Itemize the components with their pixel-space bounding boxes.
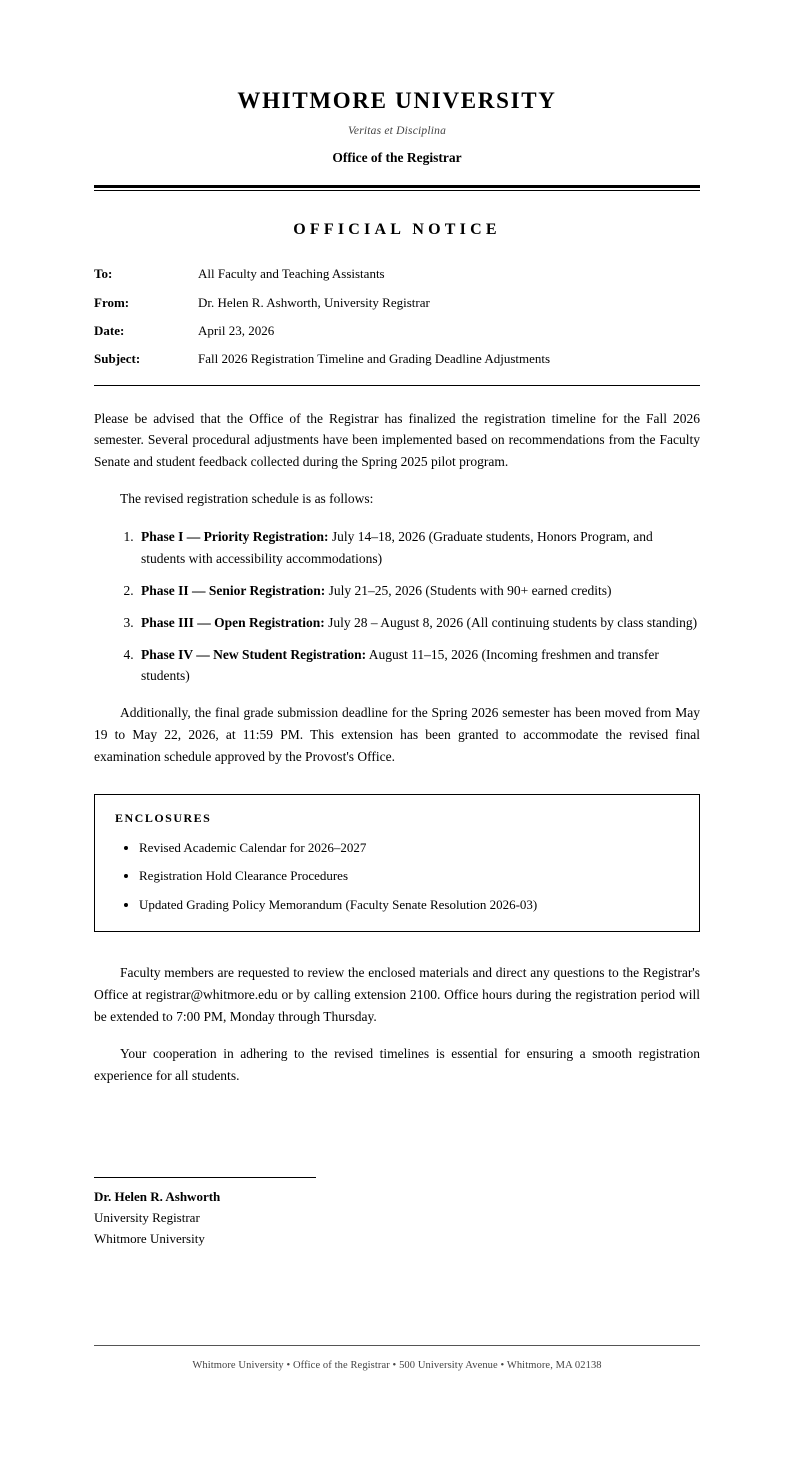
signatory-organization: Whitmore University [94,1230,205,1246]
signature-block [94,1177,700,1249]
phase-name: Phase I — Priority Registration: [141,529,329,545]
grading-deadline-paragraph: Additionally, the final grade submission deadline for the Spring 2026 semester has been moved from May 19 to May 22, 2026, at 11:59 PM. This extension has been granted to accommodate the revised final examination schedule approved by the Provost's Office. [94,705,700,764]
list-item: • Updated Grading Policy Memorandum (Faculty Senate Resolution 2026-03) [139,895,679,915]
memo-value-date: April 23, 2026 [198,323,275,339]
phase-detail: August 11–15, 2026 (Incoming freshmen and transfer students) [141,646,659,684]
university-motto: Veritas et Disciplina [347,125,447,138]
enclosures-box [94,794,700,933]
memo-label-subject: Subject: [94,351,141,367]
phase-name: Phase IV — New Student Registration: [141,646,367,662]
department-name: Office of the Registrar [332,150,462,166]
phase-detail: July 21–25, 2026 (Students with 90+ earned credits) [328,582,612,598]
memo-row-to [94,267,700,281]
footer-text: Whitmore University • Office of the Registrar • 500 University Avenue • Whitmore, MA 02138 [192,1360,602,1371]
list-item: • Registration Hold Clearance Procedures [139,866,679,886]
signatory-title: University Registrar [94,1209,200,1225]
memo-value-to: All Faculty and Teaching Assistants [198,266,385,282]
registration-phase-list [94,526,700,687]
list-item [137,526,700,570]
memo-value-subject: Fall 2026 Registration Timeline and Grading Deadline Adjustments [198,351,551,367]
memo-header-block [94,267,700,366]
phase-detail: July 28 – August 8, 2026 (All continuing students by class standing) [328,614,698,630]
list-item [137,612,700,634]
contact-paragraph: Faculty members are requested to review the enclosed materials and direct any questions to the Registrar's Office at registrar@whitmore.edu or by calling extension 2100. Office hours during the registration period will be extended to 7:00 PM, Monday through Thursday. [94,965,700,1025]
memo-row-from [94,296,700,310]
page-footer [94,1345,700,1371]
signatory-name: Dr. Helen R. Ashworth [94,1188,221,1204]
signature-rule [94,1177,316,1178]
memo-row-subject [94,352,700,366]
enclosures-list [115,838,679,915]
list-item [137,644,700,688]
closing-paragraph: Your cooperation in adhering to the revised timelines is essential for ensuring a smooth registration experience for all students. [94,1045,700,1083]
page-title: OFFICIAL NOTICE [293,221,501,239]
footer-divider [94,1345,700,1346]
list-item: • Revised Academic Calendar for 2026–2027 [139,838,679,858]
enclosures-heading: ENCLOSURES [115,810,212,825]
divider-thick-rule [94,185,700,188]
memo-label-date: Date: [94,323,125,339]
list-item [137,580,700,602]
university-name: WHITMORE UNIVERSITY [237,88,557,113]
memo-header-divider [94,385,700,386]
memo-row-date [94,324,700,338]
opening-paragraph: Please be advised that the Office of the Registrar has finalized the registration timeline for the Fall 2026 semester. Several procedural adjustments have been implemented based on recommendations from the Faculty Senate and student feedback collected during the Spring 2025 pilot program. [94,410,700,470]
letterhead-divider [94,185,700,191]
letterhead [94,0,700,166]
phase-name: Phase III — Open Registration: [141,614,325,630]
memo-label-to: To: [94,266,113,282]
memo-label-from: From: [94,294,130,310]
memo-value-from: Dr. Helen R. Ashworth, University Registrar [198,294,430,310]
phase-detail: July 14–18, 2026 (Graduate students, Honors Program, and students with accessibility accommodations) [141,529,653,566]
phase-name: Phase II — Senior Registration: [141,582,326,598]
schedule-intro-paragraph: The revised registration schedule is as follows: [120,491,374,507]
divider-thin-rule [94,190,700,191]
